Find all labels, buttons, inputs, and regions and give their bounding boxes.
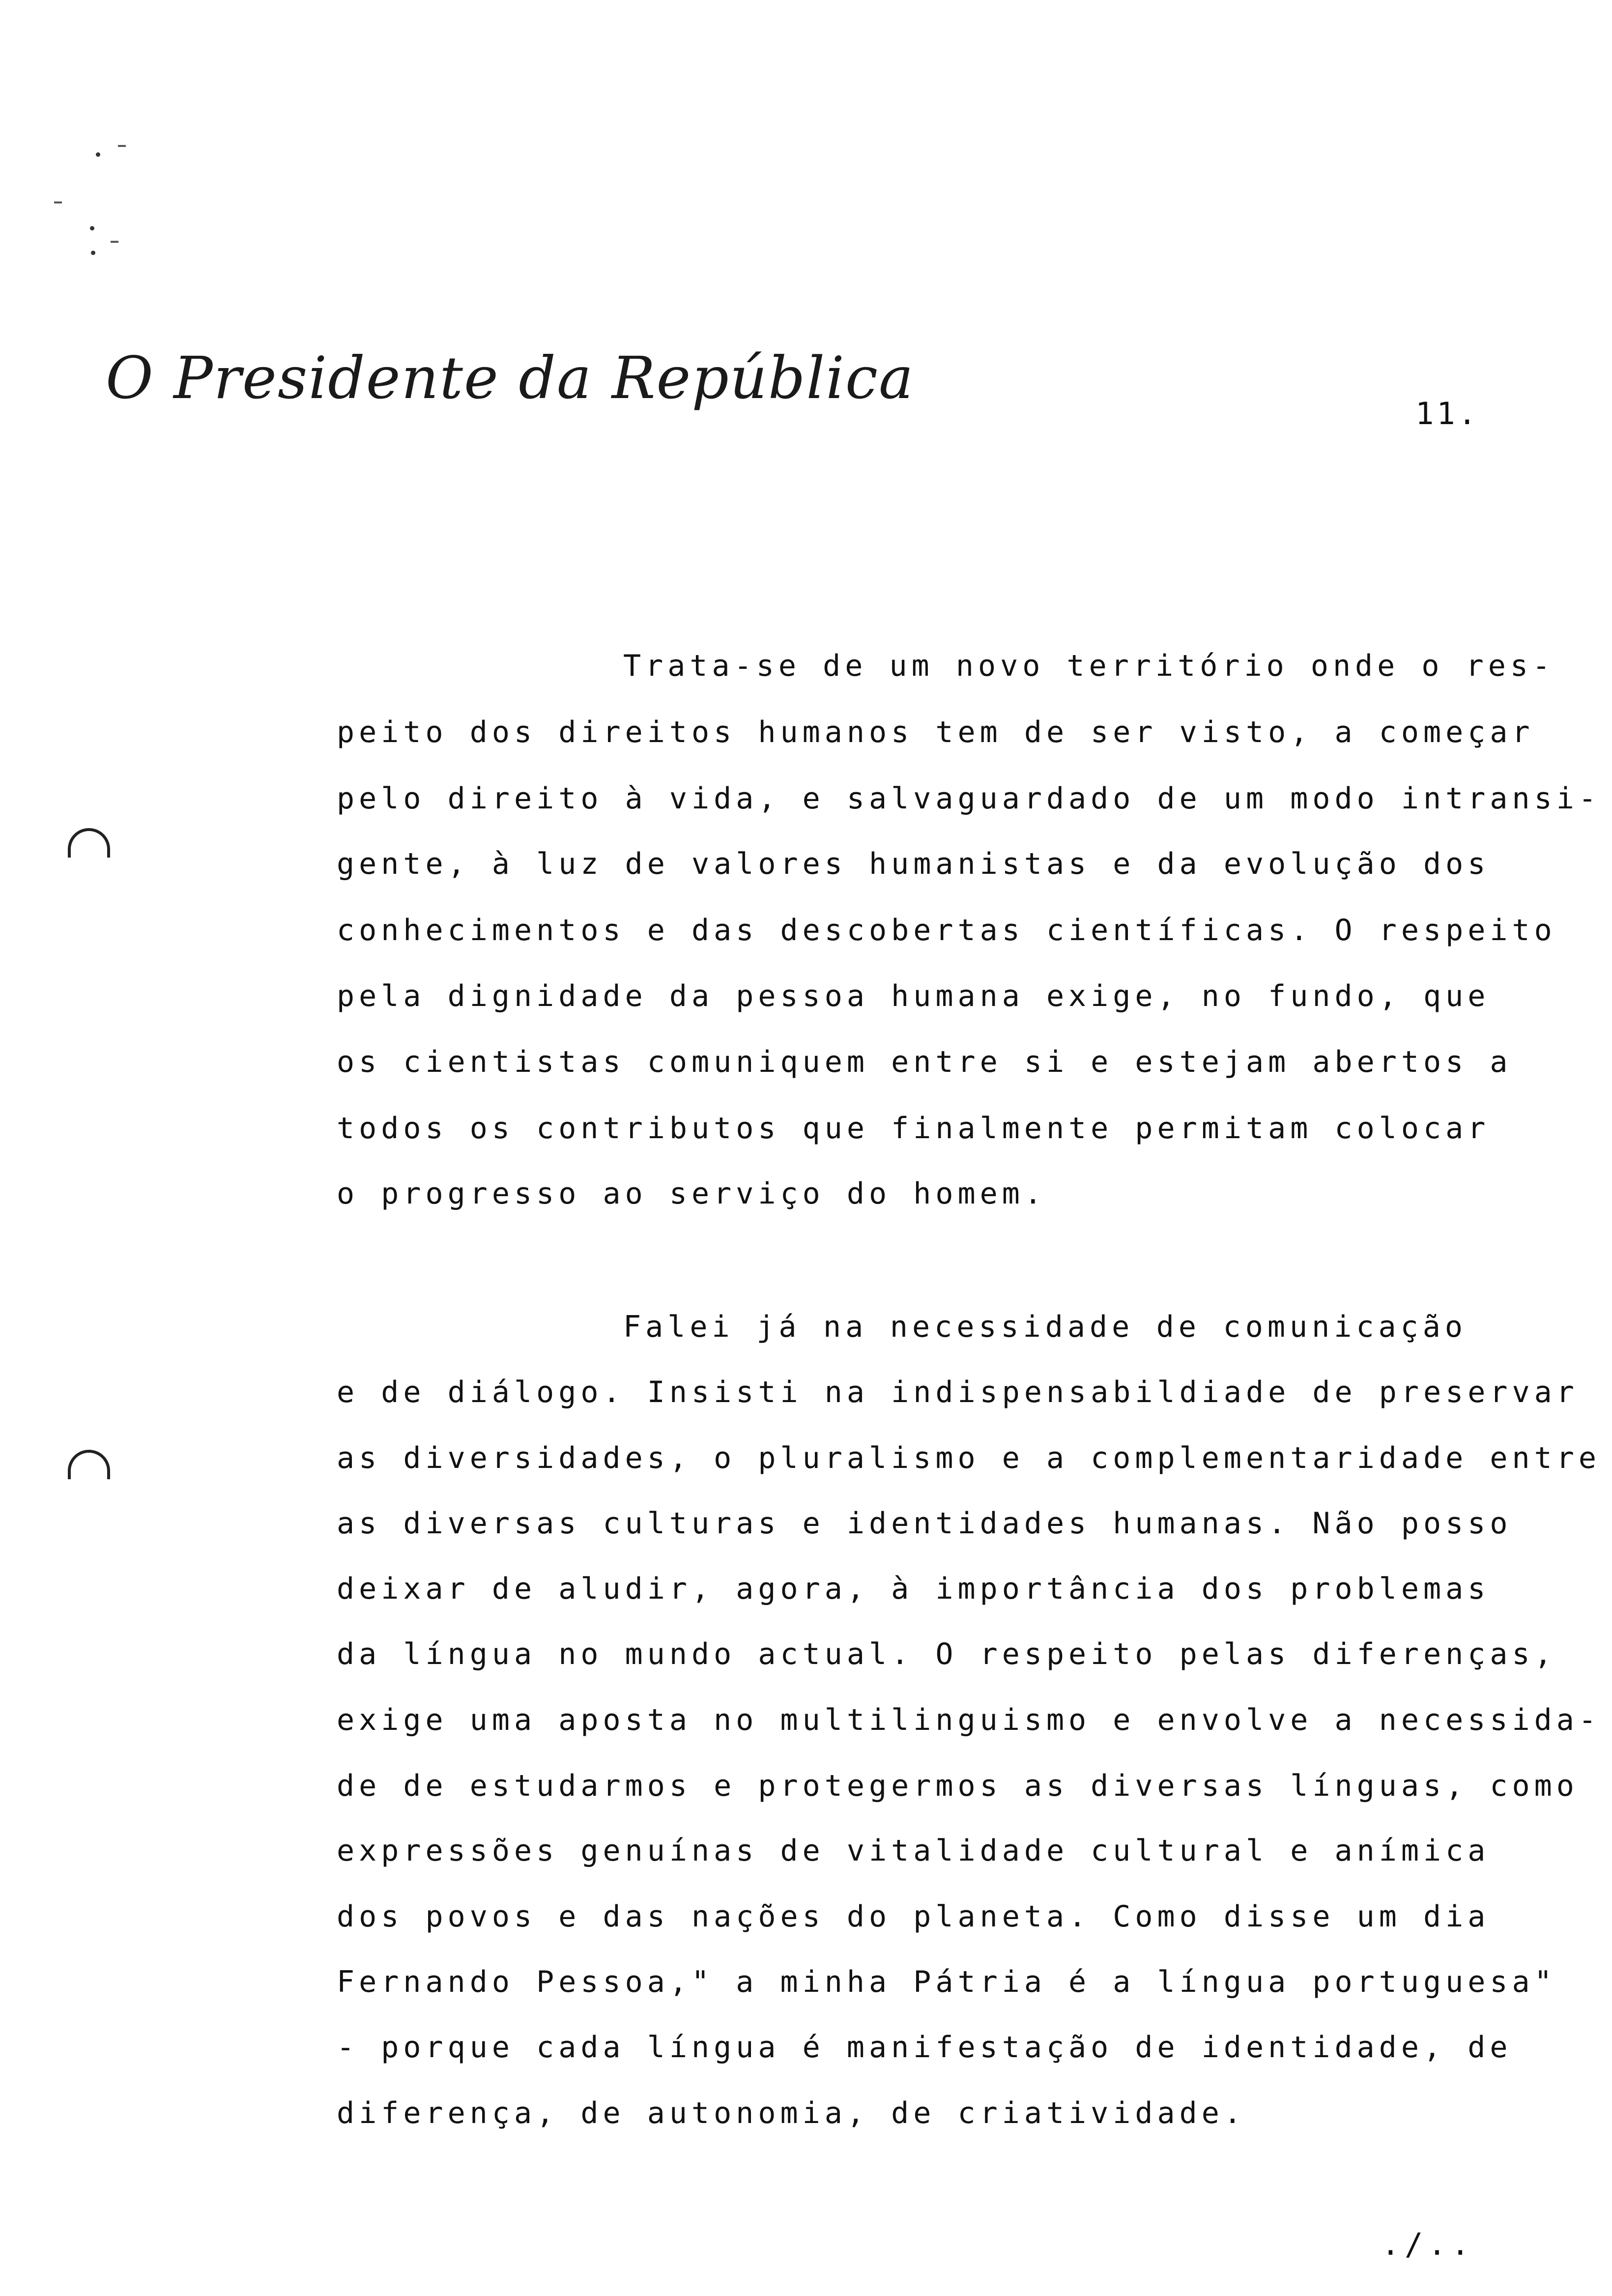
text-line: pela dignidade da pessoa humana exige, no fundo, que	[337, 979, 1490, 1013]
text-line: o progresso ao serviço do homem.	[337, 1177, 1046, 1211]
scan-speck	[111, 241, 118, 243]
scan-speck	[90, 226, 94, 230]
margin-mark	[68, 1450, 110, 1479]
page-number: 11.	[1415, 396, 1479, 431]
scan-speck	[54, 201, 62, 203]
text-line: os cientistas comuniquem entre si e estejam abertos a	[337, 1045, 1512, 1079]
text-line: todos os contributos que finalmente permitam colocar	[337, 1111, 1490, 1146]
text-line: pelo direito à vida, e salvaguardado de um modo intransi-	[337, 781, 1601, 816]
text-line: peito dos direitos humanos tem de ser visto, a começar	[337, 715, 1534, 749]
text-line: dos povos e das nações do planeta. Como disse um dia	[337, 1899, 1490, 1934]
letterhead: O Presidente da República	[106, 344, 915, 412]
text-line: e de diálogo. Insisti na indispensabildiade de preservar	[337, 1375, 1579, 1409]
text-line: Falei já na necessidade de comunicação	[623, 1310, 1467, 1344]
scan-speck	[91, 251, 95, 255]
text-line: de de estudarmos e protegermos as diversas línguas, como	[337, 1769, 1579, 1803]
text-line: Fernando Pessoa," a minha Pátria é a língua portuguesa"	[337, 1965, 1556, 1999]
scan-speck	[96, 152, 100, 157]
margin-mark	[68, 828, 110, 858]
text-line: expressões genuínas de vitalidade cultural e anímica	[337, 1834, 1490, 1868]
text-line: diferença, de autonomia, de criatividade.	[337, 2096, 1246, 2130]
text-line: exige uma aposta no multilinguismo e envolve a necessida-	[337, 1703, 1601, 1737]
text-line: deixar de aludir, agora, à importância dos problemas	[337, 1572, 1490, 1606]
text-line: gente, à luz de valores humanistas e da evolução dos	[337, 847, 1490, 881]
text-line: Trata-se de um novo território onde o res-	[623, 649, 1555, 683]
scan-speck	[118, 145, 126, 147]
text-line: as diversidades, o pluralismo e a complementaridade entre	[337, 1441, 1601, 1475]
text-line: conhecimentos e das descobertas científicas. O respeito	[337, 913, 1556, 947]
text-line: as diversas culturas e identidades humanas. Não posso	[337, 1506, 1512, 1541]
continuation-marker: ./..	[1381, 2226, 1474, 2262]
text-line: - porque cada língua é manifestação de identidade, de	[337, 2030, 1512, 2065]
text-line: da língua no mundo actual. O respeito pelas diferenças,	[337, 1637, 1556, 1671]
